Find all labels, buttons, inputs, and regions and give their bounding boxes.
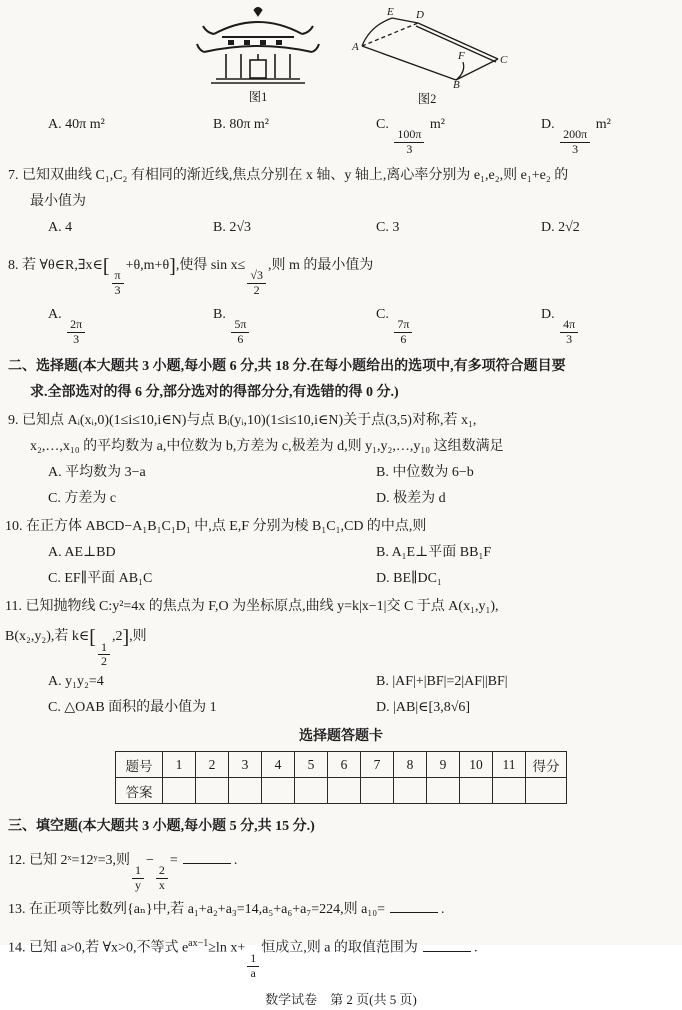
exponent: ax−1 [188, 937, 209, 949]
answer-cell [229, 778, 262, 804]
option-d: D. $\frac{200\pi}{3}$ m² [541, 117, 611, 156]
option-b: B. A₁E⊥平面 BB₁F [376, 545, 492, 561]
question-8 [0, 249, 682, 347]
header-cell: 4 [262, 752, 295, 778]
answer-card-answer-row [116, 778, 567, 804]
option-b: B. $\frac{5\pi}{6}$ [213, 298, 376, 347]
section-2-line1: 二、选择题(本大题共 3 小题,每小题 6 分,共 18 分.在每小题给出的选项中,有多项符合题目要 [8, 359, 566, 375]
option-a: A. y₁y₂=4 [48, 674, 104, 690]
answer-cell [328, 778, 361, 804]
answer-cell [295, 778, 328, 804]
header-cell: 5 [295, 752, 328, 778]
question-8-line1: 8. 若 ∀θ∈R,∃x∈[ $\frac{\pi}{3}$ +θ,m+θ],使得 sin x≤ $\frac{√3}{2}$ ,则 m 的最小值为 [8, 255, 374, 297]
figure-1-caption: 图1 [248, 90, 268, 104]
figure-1 [196, 4, 320, 108]
close-bracket: ] [169, 255, 176, 278]
question-10-options-row2 [0, 566, 682, 592]
label-F: F [458, 50, 465, 62]
option-a: A. 平均数为 3−a [48, 465, 146, 481]
option-b: B. 中位数为 6−b [376, 465, 474, 481]
header-cell: 9 [427, 752, 460, 778]
option-c: C. △OAB 面积的最小值为 1 [48, 700, 217, 716]
question-14: 14. 已知 a>0,若 ∀x>0,不等式 $e^{ax-1}\ge\ln$ x+ $\frac{1}{a}$ 恒成立,则 a 的取值范围为 . [8, 937, 478, 980]
answer-cell [163, 778, 196, 804]
question-7-options [0, 215, 682, 241]
answer-cell [427, 778, 460, 804]
option-c: C. $\frac{100\pi}{3}$ m² [376, 117, 445, 156]
option-b: B. |AF|+|BF|=2|AF||BF| [376, 674, 508, 690]
header-cell: 6 [328, 752, 361, 778]
option-d: D. 极差为 d [376, 491, 446, 507]
question-11-line1: 11. 已知抛物线 C:y²=4x 的焦点为 F,O 为坐标原点,曲线 y=k|x−1|交 C 于点 A(x₁,y₁), [5, 599, 499, 615]
answer-blank [390, 898, 438, 913]
option-b: B. 80π m² [213, 117, 269, 132]
answer-cell [460, 778, 493, 804]
header-cell: 1 [163, 752, 196, 778]
option-a: A. 4 [48, 219, 73, 235]
question-9-options-row2 [0, 486, 682, 512]
temple-figure-svg [196, 4, 320, 86]
header-cell: 10 [460, 752, 493, 778]
question-8-options [0, 298, 682, 347]
question-11 [0, 594, 682, 721]
header-cell: 3 [229, 752, 262, 778]
question-7-line2: 最小值为 [30, 193, 86, 209]
question-11-options-row2 [0, 695, 682, 721]
section-3-header: 三、填空题(本大题共 3 小题,每小题 5 分,共 15 分.) [8, 819, 315, 835]
question-7 [0, 163, 682, 241]
question-11-line2: B(x₂,y₂),若 k∈[ $\frac{1}{2}$ ,2],则 [5, 626, 147, 669]
option-c: C. $\frac{7\pi}{6}$ [376, 298, 541, 347]
option-d: D. |AB|∈[3,8√6] [376, 700, 471, 716]
question-6-options [0, 108, 682, 157]
section-2-line2: 求.全部选对的得 6 分,部分选对的得部分分,有选错的得 0 分.) [30, 385, 399, 401]
header-cell: 题号 [116, 752, 163, 778]
option-a: A. AE⊥BD [48, 545, 116, 561]
figure-2 [346, 4, 508, 108]
option-d: D. $\frac{4\pi}{3}$ [541, 298, 682, 347]
answer-cell [394, 778, 427, 804]
prism-figure-svg [346, 4, 508, 91]
question-9-line2: x₂,…,x₁₀ 的平均数为 a,中位数为 b,方差为 c,极差为 d,则 y₁,y₂,…,y₁₀ 这组数满足 [30, 439, 504, 455]
question-9-options-row1 [0, 460, 682, 486]
option-c: C. 方差为 c [48, 491, 117, 507]
answer-row-label: 答案 [116, 778, 163, 804]
answer-card-table [115, 751, 567, 804]
header-cell: 2 [196, 752, 229, 778]
question-9-line1: 9. 已知点 Aᵢ(xᵢ,0)(1≤i≤10,i∈N)与点 Bᵢ(yᵢ,10)(1≤i≤10,i∈N)关于点(3,5)对称,若 x₁, [8, 413, 477, 429]
question-9 [0, 408, 682, 512]
option-a: A. $\frac{2\pi}{3}$ [48, 298, 213, 347]
option-d: D. BE∥DC₁ [376, 571, 442, 587]
option-d: D. 2√2 [541, 219, 580, 235]
label-C: C [500, 54, 508, 66]
open-bracket: [ [102, 255, 110, 278]
score-cell [526, 778, 567, 804]
open-bracket: [ [89, 626, 96, 649]
question-12: 12. 已知 2ˣ=12ʸ=3,则 $\frac{1}{y}$ − $\frac{2}{x}$ = . [0, 844, 682, 893]
close-bracket: ] [122, 626, 130, 649]
header-cell-score: 得分 [526, 752, 567, 778]
answer-card-title: 选择题答题卡 [299, 729, 383, 745]
option-b: B. 2√3 [213, 219, 252, 235]
answer-cell [361, 778, 394, 804]
figure-2-caption: 图2 [417, 92, 437, 106]
answer-blank [423, 937, 471, 952]
page-footer: 数学试卷 第 2 页(共 5 页) [265, 992, 417, 1008]
label-B: B [453, 79, 460, 91]
label-D: D [416, 9, 424, 21]
header-cell: 7 [361, 752, 394, 778]
figures-row [0, 4, 682, 108]
label-A: A [352, 41, 359, 53]
question-10 [0, 514, 682, 592]
answer-cell [196, 778, 229, 804]
question-11-options-row1 [0, 669, 682, 695]
answer-blank [183, 849, 231, 864]
question-13: 13. 在正项等比数列{aₙ}中,若 a₁+a₂+a₃=14,a₅+a₆+a₇=224,则 a₁₀= . [0, 897, 682, 923]
option-a: A. 40π m² [48, 117, 105, 132]
header-cell: 8 [394, 752, 427, 778]
answer-cell [493, 778, 526, 804]
question-10-line1: 10. 在正方体 ABCD−A₁B₁C₁D₁ 中,点 E,F 分别为棱 B₁C₁,CD 的中点,则 [5, 519, 427, 535]
question-10-options-row1 [0, 540, 682, 566]
answer-card-header-row [116, 752, 567, 778]
label-E: E [387, 6, 394, 18]
section-2-header [0, 354, 682, 406]
option-c: C. 3 [376, 219, 400, 235]
answer-cell [262, 778, 295, 804]
question-7-line1: 7. 已知双曲线 C₁,C₂ 有相同的渐近线,焦点分别在 x 轴、y 轴上,离心率分别为 e₁,e₂,则 e₁+e₂ 的 [8, 167, 569, 183]
option-c: C. EF∥平面 AB₁C [48, 571, 153, 587]
header-cell: 11 [493, 752, 526, 778]
